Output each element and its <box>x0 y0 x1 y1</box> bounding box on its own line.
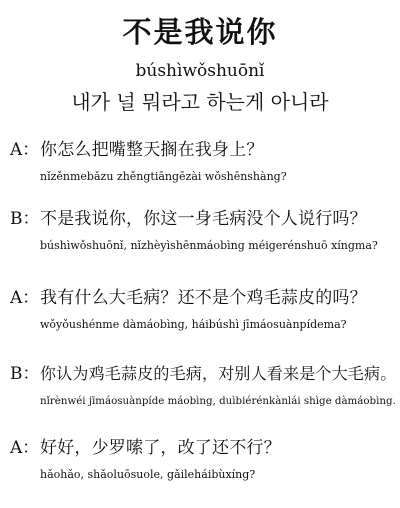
speaker-label: A： <box>10 438 40 458</box>
dialogue-pinyin: wǒyǒushénme dàmáobìng, háibúshì jīmáosuànpídema? <box>40 318 347 331</box>
speaker-label: A： <box>10 288 40 308</box>
dialogue-hanzi: 好好，少罗嗦了，改了还不行？ <box>40 438 281 458</box>
dialogue-pinyin: búshìwǒshuōnǐ, nǐzhèyìshēnmáobìng méigerénshuō xíngma? <box>40 239 378 252</box>
speaker-label: B： <box>10 209 40 229</box>
speaker-label: A： <box>10 140 40 160</box>
dialogue-hanzi: 我有什么大毛病？还不是个鸡毛蒜皮的吗？ <box>40 288 367 308</box>
dialogue-hanzi: 你怎么把嘴整天搁在我身上？ <box>40 140 264 160</box>
dialogue-pinyin: hǎohǎo, shǎoluōsuole, gǎileháibùxíng? <box>40 468 256 481</box>
speaker-label: B： <box>10 364 40 384</box>
dialogue-pinyin: nǐzěnmebǎzu zhěngtiāngēzài wǒshēnshàng? <box>40 170 287 183</box>
dialogue-pinyin: nǐrènwéi jīmáosuànpíde máobìng, duìbiérénkànlái shìge dàmáobìng. <box>40 395 396 407</box>
dialogue-hanzi: 你认为鸡毛蒜皮的毛病，对别人看来是个大毛病。 <box>40 364 397 383</box>
title-pinyin: búshìwǒshuōnǐ <box>135 61 265 81</box>
page-title: 不是我说你 <box>122 15 278 49</box>
dialogue-hanzi: 不是我说你，你这一身毛病没个人说行吗？ <box>40 209 367 229</box>
title-korean-translation: 내가 널 뭐라고 하는게 아니라 <box>71 90 329 114</box>
